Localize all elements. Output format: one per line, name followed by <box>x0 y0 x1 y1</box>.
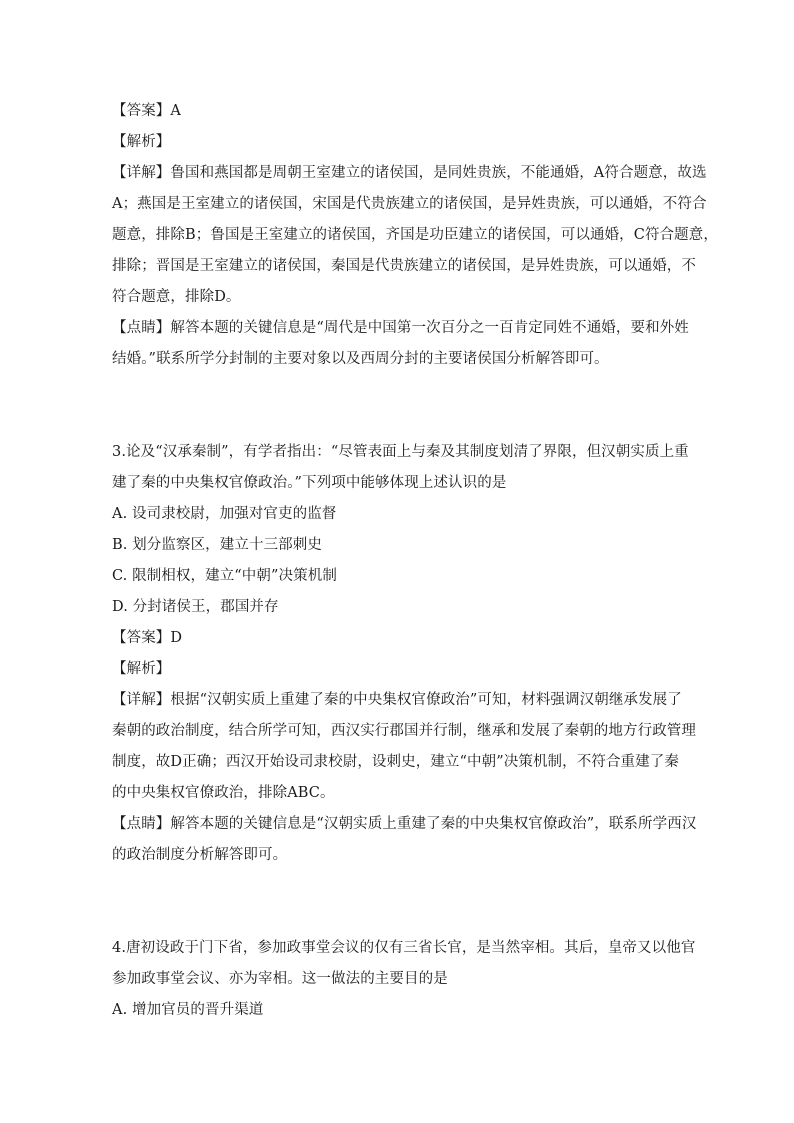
q3-option-b: B. 划分监察区，建立十三部刺史 <box>112 537 322 553</box>
q3-detail-line: 秦朝的政治制度，结合所学可知，西汉实行郡国并行制，继承和发展了秦朝的地方行政管理 <box>112 723 696 739</box>
q3-answer: 【答案】D <box>112 630 183 646</box>
q2-analysis-label: 【解析】 <box>112 134 171 150</box>
q2-detail-line: 题意，排除B；鲁国是王室建立的诸侯国，齐国是功臣建立的诸侯国，可以通婚，C符合题意， <box>112 227 718 243</box>
q3-analysis-label: 【解析】 <box>112 661 171 677</box>
q2-tip-line: 结婚。”联系所学分封制的主要对象以及西周分封的主要诸侯国分析解答即可。 <box>112 351 609 367</box>
q3-option-d: D. 分封诸侯王，郡国并存 <box>112 599 279 615</box>
q3-stem <box>112 437 689 499</box>
q3-option-c: C. 限制相权，建立“中朝”决策机制 <box>112 568 337 584</box>
q3-tip-line: 【点睛】解答本题的关键信息是“汉朝实质上重建了秦的中央集权官僚政治”，联系所学西汉 <box>112 816 697 832</box>
q2-detail-line: 【详解】鲁国和燕国都是周朝王室建立的诸侯国，是同姓贵族，不能通婚，A符合题意，故选 <box>112 165 707 181</box>
q3-detail-line: 【详解】根据“汉朝实质上重建了秦的中央集权官僚政治”可知，材料强调汉朝继承发展了 <box>112 692 682 708</box>
q3-stem-line: 建了秦的中央集权官僚政治。”下列项中能够体现上述认识的是 <box>112 475 507 491</box>
q2-detail-line: 排除；晋国是王室建立的诸侯国，秦国是代贵族建立的诸侯国，是异姓贵族，可以通婚，不 <box>112 258 696 274</box>
q4-stem-line: 参加政事堂会议、亦为宰相。这一做法的主要目的是 <box>112 971 448 987</box>
q3-detail-line: 制度，故D正确；西汉开始设司隶校尉，设刺史，建立“中朝”决策机制，不符合重建了秦 <box>112 754 679 770</box>
section-gap <box>112 871 684 933</box>
document-page <box>112 96 718 1026</box>
q2-detail-line: A；燕国是王室建立的诸侯国，宋国是代贵族建立的诸侯国，是异姓贵族，可以通婚，不符合 <box>112 196 707 212</box>
section-gap <box>112 375 684 437</box>
q3-detail <box>112 685 696 809</box>
q2-detail-line: 符合题意，排除D。 <box>112 289 241 305</box>
q3-tip <box>112 809 697 871</box>
q4-stem <box>112 933 696 995</box>
q2-detail <box>112 158 718 313</box>
q4-stem-line: 4.唐初设政于门下省，参加政事堂会议的仅有三省长官，是当然宰相。其后，皇帝又以他官 <box>112 940 696 956</box>
q2-tip-line: 【点睛】解答本题的关键信息是“周代是中国第一次百分之一百肯定同姓不通婚，要和外姓 <box>112 320 689 336</box>
q2-tip <box>112 313 689 375</box>
q3-stem-line: 3.论及“汉承秦制”，有学者指出：“尽管表面上与秦及其制度划清了界限，但汉朝实质上重 <box>112 444 689 460</box>
q3-options <box>112 499 684 623</box>
q2-answer: 【答案】A <box>112 103 181 119</box>
q3-option-a: A. 设司隶校尉，加强对官吏的监督 <box>112 506 337 522</box>
q4-option-a: A. 增加官员的晋升渠道 <box>112 1002 264 1018</box>
q4-options <box>112 995 684 1026</box>
q3-detail-line: 的中央集权官僚政治，排除ABC。 <box>112 785 335 801</box>
q3-tip-line: 的政治制度分析解答即可。 <box>112 847 288 863</box>
